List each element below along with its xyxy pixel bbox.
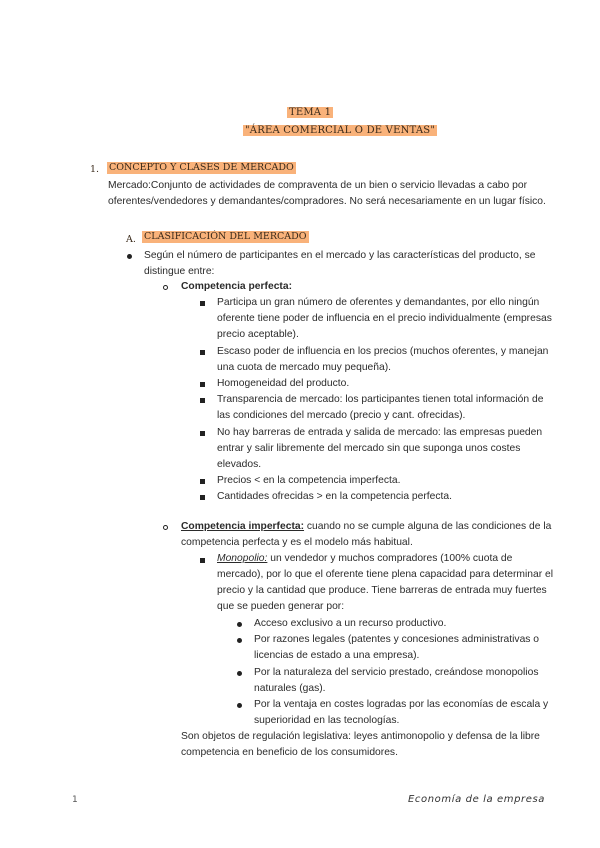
closing-line-2: competencia en beneficio de los consumidores. — [181, 747, 398, 758]
list-item-line: Homogeneidad del producto. — [217, 378, 350, 389]
square-bullet-icon — [200, 398, 205, 403]
section-number: 1. — [90, 164, 100, 175]
square-bullet-icon — [200, 495, 205, 500]
monopolio-line-2: mercado), por lo que el oferente tiene plena capacidad para determinar el — [217, 569, 554, 580]
bullet-icon — [237, 703, 242, 708]
perfecta-title: Competencia perfecta: — [181, 281, 293, 292]
imperfecta-rest: cuando no se cumple alguna de las condiciones de la — [304, 521, 552, 532]
intro-line-1: Según el número de participantes en el mercado y las características del producto, se — [144, 250, 536, 261]
bullet-icon — [237, 671, 242, 676]
list-item-line: Participa un gran número de oferentes y demandantes, por ello ningún — [217, 297, 540, 308]
monopolio-line-1 — [217, 551, 512, 567]
bullet-icon — [237, 638, 242, 643]
mercado-definition-line-2: oferentes/vendedores y demandantes/compradores. No será necesariamente en un lugar físico. — [108, 196, 546, 207]
circle-bullet-icon — [163, 525, 168, 530]
bullet-icon — [237, 622, 242, 627]
tema-title: TEMA 1 — [289, 107, 332, 118]
list-item-line: elevados. — [217, 459, 262, 470]
square-bullet-icon — [200, 431, 205, 436]
list-item-line: entrar y salir libremente del mercado sin que suponga unos costes — [217, 442, 521, 454]
document-subtitle: "ÁREA COMERCIAL O DE VENTAS" — [245, 125, 436, 136]
monopolio-text: un vendedor y muchos compradores (100% cuota de — [267, 553, 513, 564]
list-item-line: Acceso exclusivo a un recurso productivo. — [254, 618, 447, 629]
monopolio-line-3: precio y la cantidad que produce. Tiene barreras de entrada muy fuertes — [217, 585, 547, 596]
list-item-line: superioridad en las tecnologías. — [254, 715, 400, 727]
list-item-line: licencias de estado a una empresa). — [254, 650, 420, 662]
monopolio-line-4: que se pueden generar por: — [217, 601, 345, 612]
closing-line-1: Son objetos de regulación legislativa: leyes antimonopolio y defensa de la libre — [181, 731, 540, 742]
imperfecta-line-2: competencia perfecta y es el modelo más habitual. — [181, 537, 413, 548]
list-item-line: Escaso poder de influencia en los precios (muchos oferentes, y manejan — [217, 345, 549, 357]
square-bullet-icon — [200, 479, 205, 484]
list-item-line: No hay barreras de entrada y salida de mercado: las empresas pueden — [217, 426, 543, 438]
list-item-line: precio aceptable). — [217, 329, 299, 341]
list-item-line: oferente tiene poder de influencia en el precio individualmente (empresas — [217, 313, 552, 325]
page-number: 1 — [72, 795, 78, 805]
list-item-line: las condiciones del mercado (precio y cant. ofrecidas). — [217, 410, 466, 422]
imperfecta-title: Competencia imperfecta: — [181, 521, 305, 532]
list-item-line: Transparencia de mercado: los participantes tienen total información de — [217, 394, 544, 406]
list-item-line: Por la ventaja en costes logradas por las economías de escala y — [254, 699, 549, 710]
square-bullet-icon — [200, 382, 205, 387]
subsection-heading: CLASIFICACIÓN DEL MERCADO — [144, 231, 307, 242]
list-item-line: Precios < en la competencia imperfecta. — [217, 475, 401, 487]
bullet-icon — [127, 254, 132, 259]
monopolio-label: Monopolio: — [217, 553, 268, 564]
section-heading: CONCEPTO Y CLASES DE MERCADO — [109, 162, 294, 173]
imperfecta-line-1 — [181, 519, 551, 535]
course-name: Economía de la empresa — [408, 794, 546, 805]
subsection-letter: A. — [126, 234, 136, 245]
list-item-line: una cuota de mercado muy pequeña). — [217, 361, 392, 373]
intro-line-2: distingue entre: — [144, 266, 215, 277]
square-bullet-icon — [200, 301, 205, 306]
mercado-definition-line-1: Mercado:Conjunto de actividades de compraventa de un bien o servicio llevadas a cabo por — [108, 180, 527, 191]
list-item-line: Por razones legales (patentes y concesiones administrativas o — [254, 634, 540, 646]
square-bullet-icon — [200, 558, 205, 563]
list-item-line: naturales (gas). — [254, 682, 326, 694]
list-item-line: Por la naturaleza del servicio prestado, creándose monopolios — [254, 666, 539, 678]
list-item-line: Cantidades ofrecidas > en la competencia perfecta. — [217, 491, 452, 503]
circle-bullet-icon — [163, 285, 168, 290]
square-bullet-icon — [200, 350, 205, 355]
